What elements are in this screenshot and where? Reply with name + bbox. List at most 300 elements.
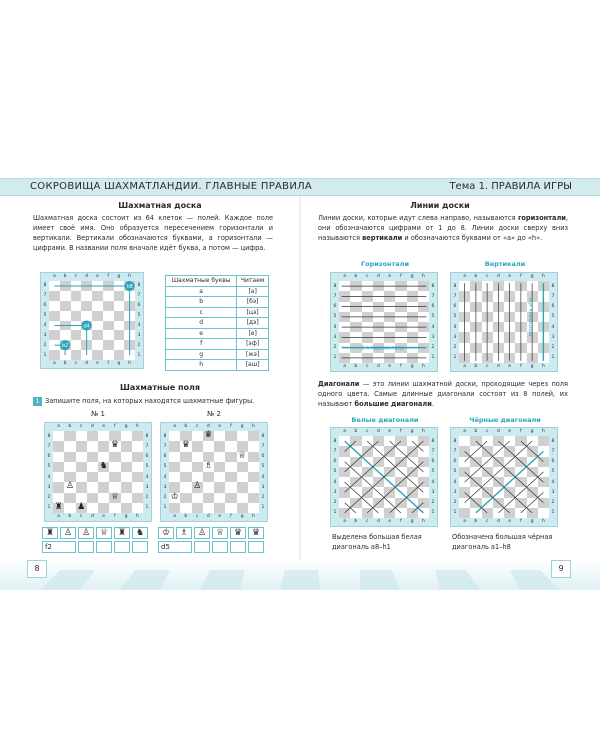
answer-input-box[interactable]	[132, 541, 148, 553]
rank-label: 3	[431, 489, 435, 495]
file-label: c	[485, 519, 489, 524]
board-square	[109, 503, 120, 513]
section-lines-title: Линии доски	[410, 201, 470, 210]
board-square	[121, 441, 132, 451]
board-square	[237, 482, 248, 492]
rank-label: 5	[333, 314, 337, 320]
file-label: f	[107, 274, 109, 279]
chessboard-task-1	[44, 422, 152, 522]
board-square	[53, 462, 64, 472]
board-square	[214, 493, 225, 503]
horizontals-title: Горизонтали	[360, 260, 410, 268]
board-square	[214, 472, 225, 482]
file-label: c	[485, 429, 489, 434]
file-label: e	[508, 429, 512, 434]
board-square	[64, 503, 75, 513]
table-cell-reading: [бэ]	[237, 297, 269, 308]
file-label: d	[376, 429, 380, 434]
lines-intro-text: Линии доски, которые идут слева направо, называются горизонтали, они обозначаются цифрами от 1 до 8. Линии доски сверху вниз называются вертикали и обозначаются буквами от «a» до «h».	[318, 214, 568, 242]
board-square	[169, 472, 180, 482]
file-label: f	[400, 364, 402, 369]
rank-label: 1	[431, 510, 435, 516]
file-label: e	[102, 424, 106, 429]
board-square	[214, 462, 225, 472]
board-square	[192, 431, 203, 441]
board-square	[87, 503, 98, 513]
board-square	[248, 482, 259, 492]
rank-label: 6	[47, 454, 51, 460]
chess-piece-icon: ♟	[77, 501, 86, 512]
file-label: d	[496, 274, 500, 279]
chess-piece-icon: ♛	[204, 430, 213, 441]
file-label: f	[520, 429, 522, 434]
file-label: a	[57, 514, 61, 519]
file-label: b	[474, 429, 478, 434]
board-square	[132, 462, 143, 472]
answer-input-box[interactable]	[212, 541, 228, 553]
file-label: a	[343, 519, 347, 524]
file-label: e	[508, 274, 512, 279]
answer-input-box[interactable]	[96, 541, 112, 553]
file-label: g	[530, 274, 534, 279]
table-row	[166, 307, 269, 318]
rank-label: 3	[43, 332, 47, 338]
board2-label: № 2	[207, 410, 221, 418]
rank-label: 7	[333, 293, 337, 299]
rank-label: 5	[333, 469, 337, 475]
file-label: g	[240, 514, 244, 519]
rank-label: 8	[333, 438, 337, 444]
board-square	[121, 503, 132, 513]
rank-label: 1	[43, 352, 47, 358]
answer-input-box[interactable]	[114, 541, 130, 553]
answer-input-box[interactable]	[194, 541, 210, 553]
rank-label: 7	[453, 293, 457, 299]
table-row	[166, 339, 269, 350]
file-label: e	[95, 361, 99, 366]
board-square	[76, 431, 87, 441]
rank-label: 3	[453, 334, 457, 340]
board-square	[214, 452, 225, 462]
answer-piece-cell: ♜	[42, 527, 58, 539]
rank-label: 4	[163, 474, 167, 480]
file-label: a	[173, 424, 177, 429]
rank-label: 4	[333, 324, 337, 330]
rank-label: 6	[453, 459, 457, 465]
section-squares-title: Шахматные поля	[119, 383, 200, 392]
rank-label: 4	[551, 324, 555, 330]
rank-label: 6	[137, 303, 141, 309]
answer-piece-cell: ♔	[158, 527, 174, 539]
rank-label: 4	[43, 322, 47, 328]
rank-label: 6	[453, 304, 457, 310]
board-square	[237, 493, 248, 503]
file-label: d	[90, 514, 94, 519]
rank-label: 4	[47, 474, 51, 480]
file-label: f	[520, 519, 522, 524]
file-label: f	[230, 514, 232, 519]
file-label: g	[240, 424, 244, 429]
table-cell-letter: d	[166, 318, 237, 329]
table-cell-reading: [эф]	[237, 339, 269, 350]
board-square	[203, 482, 214, 492]
answer-row-2	[158, 527, 268, 555]
rank-label: 8	[47, 433, 51, 439]
file-label: c	[74, 274, 78, 279]
file-label: h	[251, 514, 255, 519]
file-label: h	[128, 361, 132, 366]
chess-piece-icon: ♙	[193, 481, 202, 492]
file-label: b	[474, 519, 478, 524]
file-label: b	[68, 514, 72, 519]
file-label: e	[388, 274, 392, 279]
task-number-badge: 1	[33, 397, 42, 406]
chess-piece-icon: ♜	[54, 501, 63, 512]
file-label: b	[354, 519, 358, 524]
file-label: c	[74, 361, 78, 366]
board-square	[169, 441, 180, 451]
board-square	[237, 441, 248, 451]
rank-label: 5	[43, 313, 47, 319]
board-square	[225, 441, 236, 451]
answer-piece-cell: ♛	[230, 527, 246, 539]
table-row	[166, 297, 269, 308]
board-square	[169, 431, 180, 441]
book-spine	[299, 196, 301, 586]
rank-label: 1	[261, 505, 265, 511]
rank-label: 1	[453, 510, 457, 516]
board-square	[98, 493, 109, 503]
square-marker-label: h8	[126, 283, 133, 290]
white-diagonal-caption: Выделена большая белая диагональ a8–h1	[332, 533, 422, 551]
chessboard-white-diagonals	[330, 427, 438, 527]
board-square	[87, 452, 98, 462]
board-square	[64, 493, 75, 503]
file-label: g	[410, 274, 414, 279]
board-square	[203, 472, 214, 482]
rank-label: 6	[145, 454, 149, 460]
file-label: h	[135, 424, 139, 429]
board-square	[248, 472, 259, 482]
board-square	[98, 482, 109, 492]
file-label: e	[508, 364, 512, 369]
table-row	[166, 328, 269, 339]
rank-label: 7	[261, 443, 265, 449]
rank-label: 1	[333, 510, 337, 516]
table-cell-letter: g	[166, 349, 237, 360]
file-label: a	[463, 364, 467, 369]
board-square	[121, 431, 132, 441]
rank-label: 3	[453, 489, 457, 495]
file-label: f	[400, 274, 402, 279]
chess-piece-icon: ♛	[110, 440, 119, 451]
file-label: a	[173, 514, 177, 519]
file-label: d	[206, 424, 210, 429]
board-square	[98, 441, 109, 451]
file-label: g	[117, 274, 121, 279]
floor-decoration	[0, 560, 600, 590]
chessboard-horizontals	[330, 272, 438, 372]
answer-input-box[interactable]: f2	[42, 541, 76, 553]
file-label: h	[541, 429, 545, 434]
file-label: f	[114, 514, 116, 519]
chess-piece-icon: ♗	[204, 460, 213, 471]
file-label: e	[218, 424, 222, 429]
file-label: h	[541, 274, 545, 279]
file-label: b	[474, 364, 478, 369]
board-square	[237, 431, 248, 441]
rank-label: 5	[431, 314, 435, 320]
file-label: c	[485, 364, 489, 369]
table-cell-letter: e	[166, 328, 237, 339]
rank-label: 4	[333, 479, 337, 485]
file-label: f	[520, 274, 522, 279]
rank-label: 7	[431, 448, 435, 454]
file-label: g	[124, 514, 128, 519]
rank-label: 6	[163, 454, 167, 460]
board-square	[225, 452, 236, 462]
rank-label: 5	[261, 464, 265, 470]
answer-input-box[interactable]	[230, 541, 246, 553]
table-row	[166, 360, 269, 371]
rank-label: 3	[261, 484, 265, 490]
answer-piece-cell: ♙	[78, 527, 94, 539]
file-label: f	[230, 424, 232, 429]
rank-label: 7	[431, 293, 435, 299]
rank-label: 4	[431, 479, 435, 485]
file-label: a	[463, 274, 467, 279]
answer-piece-cell: ♜	[114, 527, 130, 539]
file-label: b	[184, 514, 188, 519]
black-diagonals-title: Чёрные диагонали	[469, 416, 541, 424]
board-square	[53, 472, 64, 482]
board-square	[132, 452, 143, 462]
rank-label: 8	[145, 433, 149, 439]
file-label: h	[135, 514, 139, 519]
rank-label: 8	[551, 438, 555, 444]
chessboard-verticals	[450, 272, 558, 372]
rank-label: 4	[261, 474, 265, 480]
board-square	[180, 452, 191, 462]
file-label: b	[474, 274, 478, 279]
board-square	[76, 441, 87, 451]
rank-label: 8	[453, 283, 457, 289]
square-marker-label: b2	[61, 343, 69, 350]
board-square	[121, 452, 132, 462]
rank-label: 6	[333, 304, 337, 310]
rank-label: 2	[261, 495, 265, 501]
file-label: h	[541, 364, 545, 369]
board-square	[169, 503, 180, 513]
file-label: f	[107, 361, 109, 366]
board-square	[76, 472, 87, 482]
header-left-title: СОКРОВИЩА ШАХМАТЛАНДИИ. ГЛАВНЫЕ ПРАВИЛА	[30, 181, 313, 192]
rank-label: 8	[431, 438, 435, 444]
table-row	[166, 286, 269, 297]
rank-label: 3	[47, 484, 51, 490]
board-square	[87, 472, 98, 482]
rank-label: 5	[551, 469, 555, 475]
rank-label: 6	[261, 454, 265, 460]
rank-label: 8	[43, 283, 47, 289]
rank-label: 6	[551, 459, 555, 465]
rank-label: 3	[163, 484, 167, 490]
rank-label: 5	[453, 314, 457, 320]
board-square	[53, 431, 64, 441]
file-label: d	[376, 519, 380, 524]
board-square	[53, 482, 64, 492]
board-square	[225, 472, 236, 482]
file-label: e	[388, 364, 392, 369]
white-diagonals-title: Белые диагонали	[351, 416, 419, 424]
board-square	[225, 503, 236, 513]
board-square	[64, 452, 75, 462]
table-cell-letter: b	[166, 297, 237, 308]
file-label: b	[63, 361, 67, 366]
board-square	[248, 462, 259, 472]
rank-label: 3	[137, 332, 141, 338]
file-label: e	[388, 429, 392, 434]
rank-label: 8	[137, 283, 141, 289]
rank-label: 4	[453, 324, 457, 330]
answer-piece-cell: ♗	[176, 527, 192, 539]
chess-piece-icon: ♙	[65, 481, 74, 492]
file-label: f	[114, 424, 116, 429]
answer-piece-cell: ♙	[60, 527, 76, 539]
board-square	[109, 462, 120, 472]
rank-label: 2	[453, 345, 457, 351]
rank-label: 8	[453, 438, 457, 444]
rank-label: 7	[163, 443, 167, 449]
file-label: h	[541, 519, 545, 524]
intro-arrows	[41, 273, 143, 368]
rank-label: 2	[551, 500, 555, 506]
rank-label: 2	[333, 500, 337, 506]
rank-label: 3	[333, 334, 337, 340]
file-label: h	[421, 364, 425, 369]
rank-label: 6	[333, 459, 337, 465]
rank-label: 4	[145, 474, 149, 480]
rank-label: 4	[453, 479, 457, 485]
board-square	[225, 482, 236, 492]
board-square	[248, 441, 259, 451]
file-label: f	[520, 364, 522, 369]
board-square	[98, 472, 109, 482]
board-square	[64, 431, 75, 441]
board-square	[87, 493, 98, 503]
file-label: e	[508, 519, 512, 524]
rank-label: 7	[551, 448, 555, 454]
file-label: e	[218, 514, 222, 519]
chess-piece-icon: ♞	[99, 460, 108, 471]
board-square	[121, 482, 132, 492]
board-square	[237, 462, 248, 472]
file-label: c	[485, 274, 489, 279]
board-square	[214, 441, 225, 451]
table-row	[166, 318, 269, 329]
rank-label: 3	[431, 334, 435, 340]
file-label: d	[376, 274, 380, 279]
board-square	[64, 462, 75, 472]
board-square	[87, 482, 98, 492]
vertical-line-label: вертикаль «h»	[528, 297, 535, 337]
rank-label: 2	[431, 500, 435, 506]
file-label: b	[354, 274, 358, 279]
board-square	[76, 452, 87, 462]
board-square	[132, 472, 143, 482]
file-label: b	[354, 429, 358, 434]
answer-input-box[interactable]	[248, 541, 264, 553]
task-text: Запишите поля, на которых находятся шахматные фигуры.	[45, 397, 255, 405]
answer-piece-cell: ♕	[96, 527, 112, 539]
table-cell-reading: [жэ]	[237, 349, 269, 360]
table-cell-reading: [е]	[237, 328, 269, 339]
file-label: d	[496, 364, 500, 369]
board-square	[98, 503, 109, 513]
rank-label: 7	[551, 293, 555, 299]
answer-input-box[interactable]: d5	[158, 541, 192, 553]
file-label: d	[496, 429, 500, 434]
board1-label: № 1	[91, 410, 105, 418]
board-square	[180, 472, 191, 482]
file-label: a	[57, 424, 61, 429]
rank-label: 1	[551, 355, 555, 361]
rank-label: 1	[453, 355, 457, 361]
board-square	[87, 462, 98, 472]
board-square	[132, 503, 143, 513]
board-square	[132, 441, 143, 451]
board-square	[76, 482, 87, 492]
rank-label: 8	[333, 283, 337, 289]
file-label: d	[85, 361, 89, 366]
file-label: a	[343, 274, 347, 279]
file-label: b	[63, 274, 67, 279]
letters-table	[165, 275, 269, 371]
board-square	[121, 493, 132, 503]
chess-piece-icon: ♛	[181, 440, 190, 451]
file-label: c	[195, 514, 199, 519]
rank-label: 3	[145, 484, 149, 490]
chessboard-task-2	[160, 422, 268, 522]
file-label: g	[410, 364, 414, 369]
chessboard-intro	[40, 272, 144, 369]
file-label: d	[376, 364, 380, 369]
file-label: h	[421, 429, 425, 434]
file-label: c	[79, 424, 83, 429]
board-square	[53, 452, 64, 462]
rank-label: 1	[431, 355, 435, 361]
board-square	[214, 431, 225, 441]
answer-piece-cell: ♕	[212, 527, 228, 539]
board-square	[53, 441, 64, 451]
rank-label: 5	[453, 469, 457, 475]
chess-piece-icon: ♕	[110, 491, 119, 502]
table-cell-reading: [аш]	[237, 360, 269, 371]
board-square	[237, 503, 248, 513]
rank-label: 6	[551, 304, 555, 310]
file-label: a	[463, 429, 467, 434]
file-label: g	[124, 424, 128, 429]
file-label: a	[52, 274, 56, 279]
answer-input-box[interactable]	[78, 541, 94, 553]
rank-label: 7	[453, 448, 457, 454]
file-label: d	[496, 519, 500, 524]
file-label: a	[343, 364, 347, 369]
chessboard-black-diagonals	[450, 427, 558, 527]
chess-piece-icon: ♕	[238, 450, 247, 461]
rank-label: 2	[453, 500, 457, 506]
rank-label: 4	[551, 479, 555, 485]
